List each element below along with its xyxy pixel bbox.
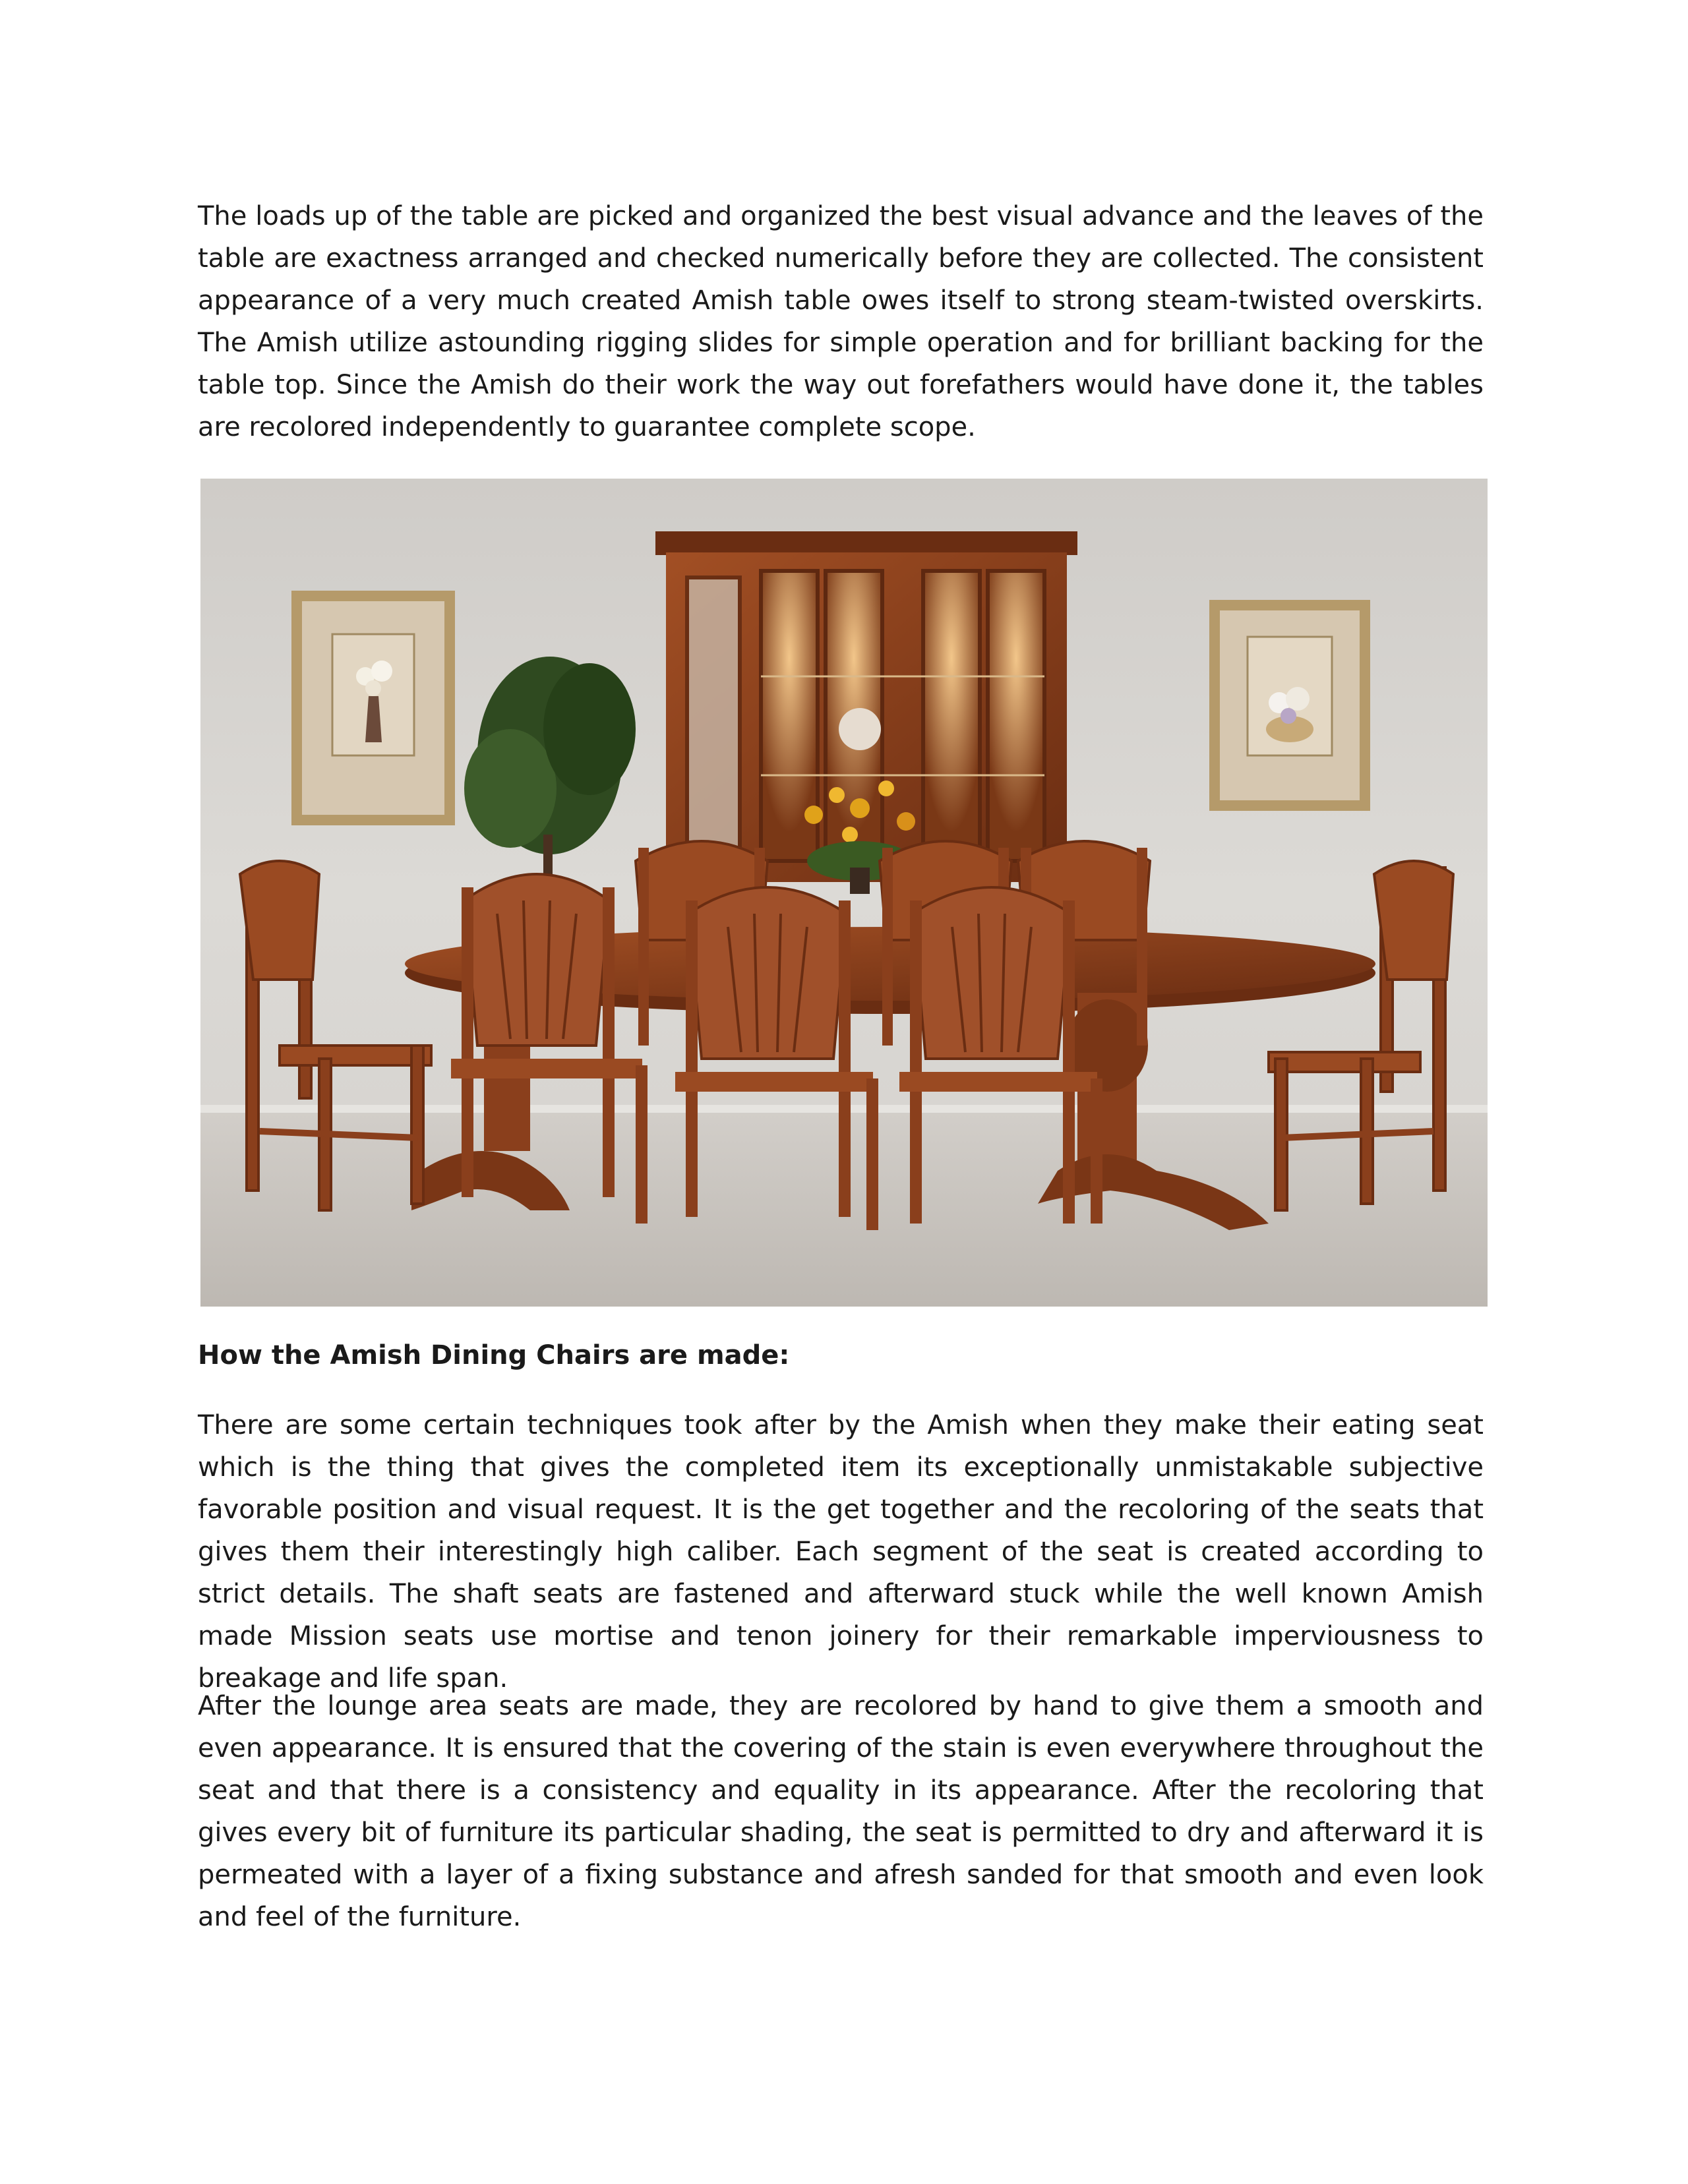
paragraph-table-construction: The loads up of the table are picked and organized the best visual advance and the leaves of the table are exactness arranged and checked numerically before they are collected. The consistent appearance of a very much created Amish table owes itself to strong steam-twisted overskirts. The Amish utilize astounding rigging slides for simple operation and for brilliant backing for the table top. Since the Amish do their work the way out forefathers would have done it, the tables are recolored independently to guarantee complete scope. xyxy=(198,201,1484,442)
right-framed-picture xyxy=(1209,600,1370,811)
dining-room-illustration xyxy=(200,479,1488,1307)
dining-set-photo xyxy=(200,479,1488,1307)
left-framed-picture xyxy=(291,591,455,825)
section-heading: How the Amish Dining Chairs are made: xyxy=(198,1340,790,1371)
paragraph-chair-techniques: There are some certain techniques took after by the Amish when they make their eating seat which is the thing that gives the completed item its exceptionally unmistakable subjective favorable position and visual request. It is the get together and the recoloring of the seats that gives them their interestingly high caliber. Each segment of the seat is created according to strict details. The shaft seats are fastened and afterward stuck while the well known Amish made Mission seats use mortise and tenon joinery for their remarkable imperviousness to breakage and life span. xyxy=(198,1410,1484,1694)
china-cabinet xyxy=(655,531,1077,882)
paragraph-chair-finishing: After the lounge area seats are made, they are recolored by hand to give them a smooth and even appearance. It is ensured that the covering of the stain is even everywhere throughout the seat and that there is a consistency and equality in its appearance. After the recoloring that gives every bit of furniture its particular shading, the seat is permitted to dry and afterward it is permeated with a layer of a fixing substance and afresh sanded for that smooth and even look and feel of the furniture. xyxy=(198,1691,1484,1932)
